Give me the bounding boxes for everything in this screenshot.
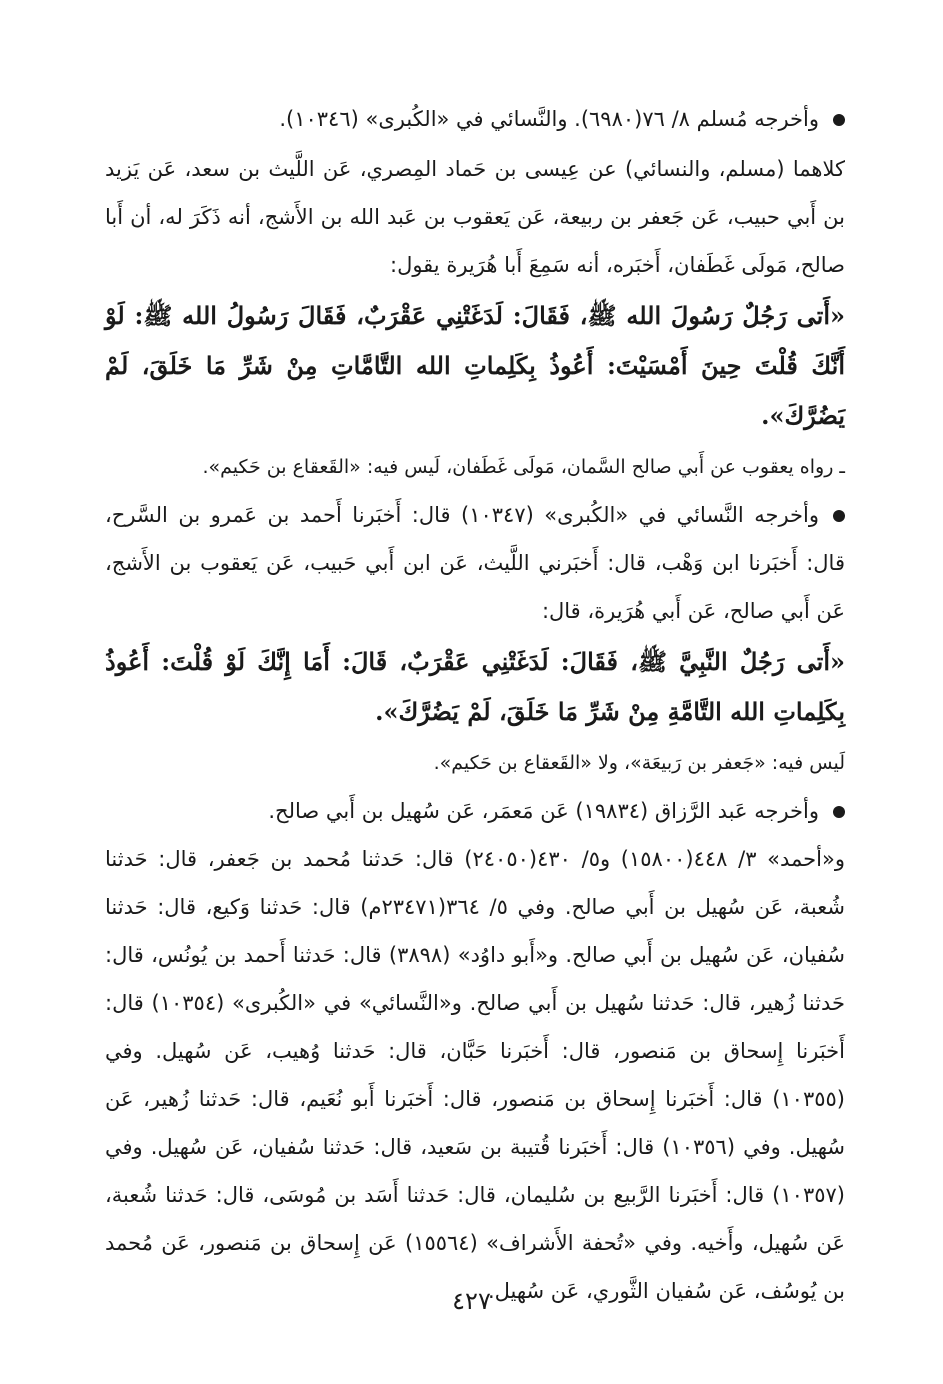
paragraph-text: و«أحمد» ٣/ ٤٤٨(١٥٨٠٠) و٥/ ٤٣٠(٢٤٠٥٠) قال: حَدثنا مُحمد بن جَعفر، قال: حَدثنا شُعبة، عَن سُهيل بن أَبي صالح. وفي ٥/ ٣٦٤(٢٣٤٧١م) قال: حَدثنا وَكيع، قال: حَدثنا سُفيان، عَن سُهيل بن أَبي صالح. و«أَبو داوُد» (٣٨٩٨) قال: حَدثنا أَحمد بن يُونُس، قال: حَدثنا زُهير، قال: حَدثنا سُهيل بن أَبي صالح. و«النَّسائي» في «الكُبرى» (١٠٣٥٤) قال: أَخبَرنا إِسحاق بن مَنصور، قال: أَخبَرنا حَبَّان، قال: حَدثنا وُهيب، عَن سُهيل. وفي (١٠٣٥٥) قال: أَخبَرنا إِسحاق بن مَنصور، قال: أَخبَرنا أَبو نُعَيم، قال: حَدثنا زُهير، عَن سُهيل. وفي (١٠٣٥٦) قال: أَخبَرنا قُتيبة بن سَعيد، قال: حَدثنا سُفيان، عَن سُهيل. وفي (١٠٣٥٧) قال: أَخبَرنا الرَّبيع بن سُليمان، قال: حَدثنا أَسَد بن مُوسَى، قال: حَدثنا شُعبة، عَن سُهيل، وأَخيه. وفي «تُحفة الأَشراف» (١٥٥٦٤) عَن إِسحاق بن مَنصور، عَن مُحمد بن يُوسُف، عَن سُفيان الثَّوري، عَن سُهيل.: [105, 847, 845, 1303]
hadith-quote: [105, 291, 845, 441]
note-paragraph: [105, 445, 845, 489]
page-number: ٤٢٧: [452, 1287, 491, 1315]
page-body: [105, 95, 845, 1315]
note-text: ـ رواه يعقوب عن أَبي صالح السَّمان، مَولَى غَطَفان، لَيس فيه: «القَعقاع بن حَكيم».: [202, 456, 845, 478]
paragraph-text: وأخرجه عَبد الرَّزاق (١٩٨٣٤) عَن مَعمَر، عَن سُهيل بن أَبي صالح.: [268, 799, 819, 823]
note-paragraph: [105, 741, 845, 785]
paragraph-text: كلاهما (مسلم، والنسائي) عن عِيسى بن حَماد المِصري، عَن اللَّيث بن سعد، عَن يَزيد بن أَبي حبيب، عَن جَعفر بن ربيعة، عَن يَعقوب بن عَبد الله بن الأَشج، أنه ذَكَرَ له، أن أَبا صالح، مَولَى غَطَفان، أَخبَره، أنه سَمِعَ أَبا هُرَيرة يقول:: [105, 157, 845, 277]
body-paragraph: [105, 145, 845, 289]
bullet-paragraph: [105, 787, 845, 835]
hadith-text: «أَتى رَجُلٌ رَسُولَ الله ﷺ، فَقَالَ: لَدَغَتْنِي عَقْرَبٌ، فَقَالَ رَسُولُ الله ﷺ: لَوْ أَنَّكَ قُلْتَ حِينَ أَمْسَيْتَ: أَعُوذُ بِكَلِماتِ الله التَّامَّاتِ مِنْ شَرِّ مَا خَلَقَ، لَمْ يَضُرَّكَ».: [105, 301, 845, 430]
bullet-paragraph: [105, 491, 845, 635]
note-text: لَيس فيه: «جَعفر بن رَبيعَة»، ولا «القَعقاع بن حَكيم».: [433, 752, 845, 774]
hadith-quote: [105, 637, 845, 737]
bullet-paragraph: [105, 95, 845, 143]
paragraph-text: وأخرجه النَّسائي في «الكُبرى» (١٠٣٤٧) قال: أَخبَرنا أَحمد بن عَمرو بن السَّرح، قال: أَخبَرنا ابن وَهْب، قال: أَخبَرني اللَّيث، عَن ابن أَبي حَبيب، عَن يَعقوب بن الأَشج، عَن أَبي صالح، عَن أَبي هُرَيرة، قال:: [105, 503, 845, 623]
bullet-icon: [833, 510, 845, 522]
bullet-icon: [833, 806, 845, 818]
bullet-icon: [833, 114, 845, 126]
hadith-text: «أَتى رَجُلٌ النَّبِيَّ ﷺ، فَقَالَ: لَدَغَتْنِي عَقْرَبٌ، قَالَ: أَمَا إِنَّكَ لَوْ قُلْتَ: أَعُوذُ بِكَلِماتِ الله التَّامَّةِ مِنْ شَرِّ مَا خَلَقَ، لَمْ يَضُرَّكَ».: [105, 647, 845, 726]
body-paragraph: [105, 835, 845, 1315]
paragraph-text: وأخرجه مُسلم ٨/ ٧٦(٦٩٨٠). والنَّسائي في «الكُبرى» (١٠٣٤٦).: [279, 107, 819, 131]
